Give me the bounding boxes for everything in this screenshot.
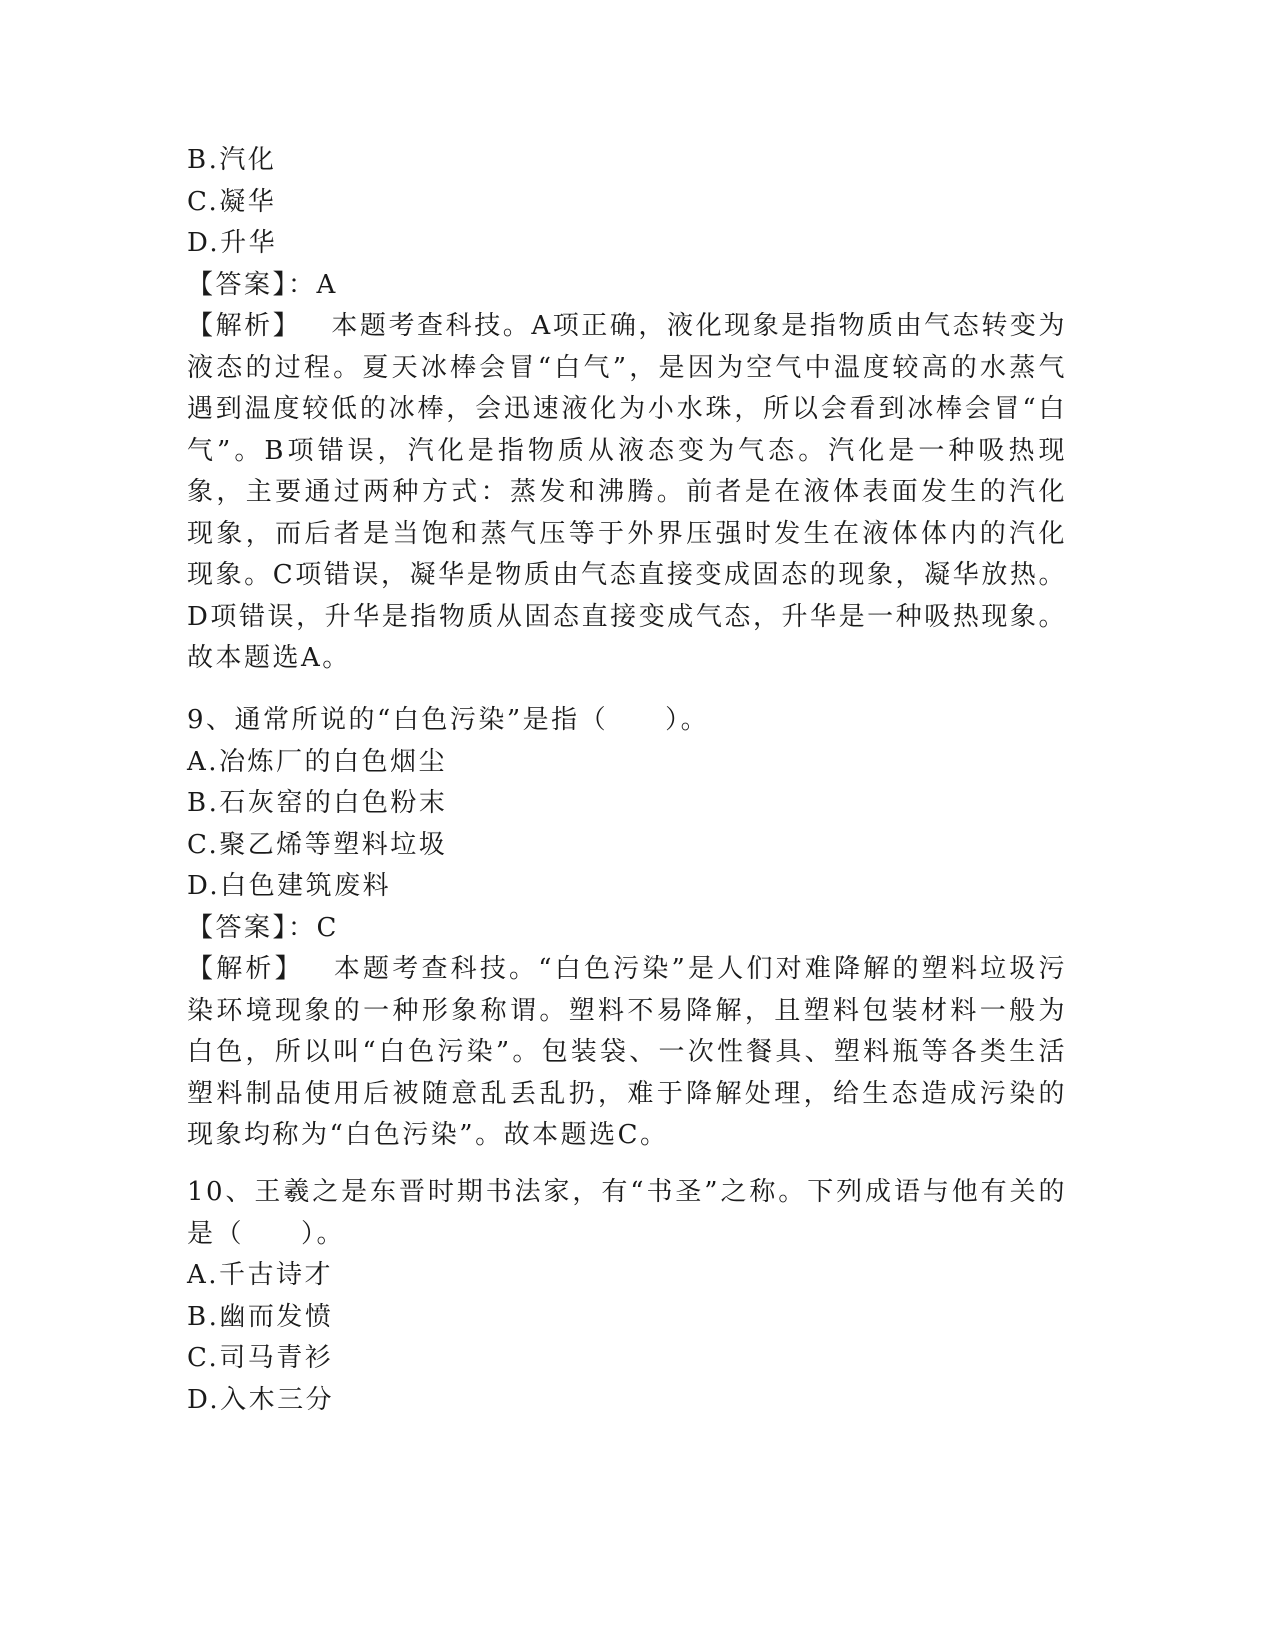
q9-answer: 【答案】：C — [187, 912, 339, 943]
q9-analysis-text: 本题考查科技。“白色污染”是人们对难降解的塑料垃圾污染环境现象的一种形象称谓。塑料不易降解，且塑料包装材料一般为白色，所以叫“白色污染”。包装袋、一次性餐具、塑料瓶等各类生活塑料制品使用后被随意乱丢乱扔，难于降解处理，给生态造成污染的现象均称为“白色污染”。故本题选C。 — [187, 954, 1067, 1150]
q9-question: 9、通常所说的“白色污染”是指（ ）。 — [187, 705, 710, 735]
q9-option-c: C.聚乙烯等塑料垃圾 — [187, 829, 448, 860]
question-10 — [187, 1172, 1067, 1421]
q8-analysis — [187, 306, 1067, 680]
q8-option-d: D.升华 — [187, 228, 278, 258]
q8-analysis-text: 本题考查科技。A项正确，液化现象是指物质由气态转变为液态的过程。夏天冰棒会冒“白气”，是因为空气中温度较高的水蒸气遇到温度较低的冰棒，会迅速液化为小水珠，所以会看到冰棒会冒“白气”。B项错误，汽化是指物质从液态变为气态。汽化是一种吸热现象，主要通过两种方式：蒸发和沸腾。前者是在液体表面发生的汽化现象，而后者是当饱和蒸气压等于外界压强时发生在液体体内的汽化现象。C项错误，凝华是物质由气态直接变成固态的现象，凝华放热。D项错误，升华是指物质从固态直接变成气态，升华是一种吸热现象。故本题选A。 — [187, 311, 1067, 673]
q8-answer: 【答案】：A — [187, 269, 338, 300]
q9-option-b: B.石灰窑的白色粉末 — [187, 788, 448, 818]
q9-analysis-label: 【解析】 — [187, 954, 304, 984]
q8-option-b: B.汽化 — [187, 145, 277, 175]
question-8-tail — [187, 140, 1067, 680]
q9-analysis — [187, 949, 1067, 1157]
question-9 — [187, 700, 1067, 1157]
q10-option-c: C.司马青衫 — [187, 1343, 334, 1373]
q10-option-a: A.千古诗才 — [187, 1260, 334, 1290]
q8-analysis-label: 【解析】 — [187, 311, 302, 341]
q10-question: 10、王羲之是东晋时期书法家，有“书圣”之称。下列成语与他有关的是（ ）。 — [187, 1177, 1067, 1249]
q9-option-d: D.白色建筑废料 — [187, 871, 392, 901]
q10-option-b: B.幽而发愤 — [187, 1301, 334, 1332]
q9-option-a: A.冶炼厂的白色烟尘 — [187, 746, 448, 777]
q8-option-c: C.凝华 — [187, 186, 277, 217]
q10-option-d: D.入木三分 — [187, 1384, 335, 1415]
